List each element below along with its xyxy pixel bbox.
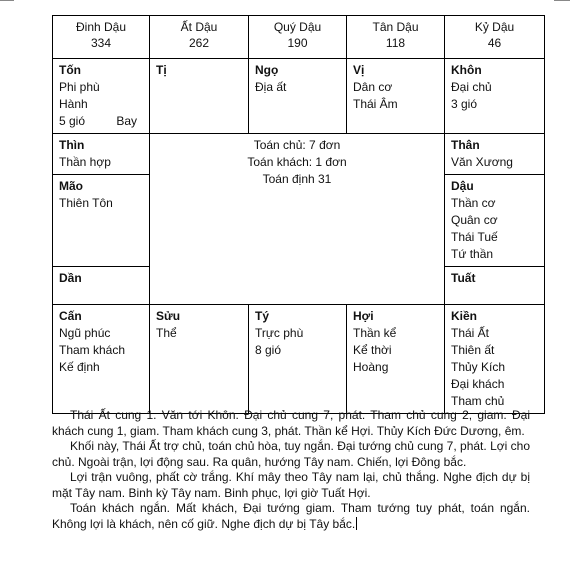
paragraph-2: Khối này, Thái Ất trợ chủ, toán chủ hòa, tuy ngắn. Đại tướng chủ cung 7, phát. Lợi cho chủ. Ngoài trận, lợi động sau. Ra quân, hướng Tây nam. Chiến, lợi Đông bắc. (52, 439, 530, 469)
bottom-palace-row (53, 305, 545, 414)
header-row (53, 16, 545, 59)
header-cell-dinh-dau: Đinh Dậu 334 (53, 16, 150, 59)
header-cell-tan-dau: Tân Dậu 118 (347, 16, 445, 59)
paragraph-3: Lợi trận vuông, phất cờ trắng. Khí mây theo Tây nam lại, chủ thắng. Nghe địch dự bị mặt Tây nam. Binh kỳ Tây nam. Binh phục, lợi giờ Tuất Hợi. (52, 470, 530, 500)
paragraph-4: Toán khách ngắn. Mất khách, Đại tướng giam. Tham tướng tuy phát, toán ngắn. Không lợi là khách, nên cố giữ. Nghe địch dự bị Tây bắc. (52, 501, 530, 531)
palace-grid (52, 15, 545, 414)
cell-ty: Tý Trực phù 8 gió (249, 305, 347, 414)
cell-ton: Tốn Phi phù Hành 5 gió Bay (53, 59, 150, 134)
cell-khon: Khôn Đại chủ 3 gió (445, 59, 545, 134)
cell-ti: Tị (150, 59, 249, 134)
top-rule-left (0, 0, 14, 1)
cell-dan: Dần (53, 267, 150, 305)
cell-thin: Thìn Thần hợp (53, 134, 150, 175)
cell-suu: Sửu Thể (150, 305, 249, 414)
cell-can: Cấn Ngũ phúc Tham khách Kế định (53, 305, 150, 414)
row-thin-than (53, 134, 545, 175)
header-cell-quy-dau: Quý Dậu 190 (249, 16, 347, 59)
cell-than: Thân Văn Xương (445, 134, 545, 175)
cell-mao: Mão Thiên Tôn (53, 175, 150, 267)
cell-kien: Kiền Thái Ất Thiên ất Thủy Kích Đại khách Tham chủ (445, 305, 545, 414)
header-cell-ky-dau: Kỷ Dậu 46 (445, 16, 545, 59)
header-cell-at-dau: Ất Dậu 262 (150, 16, 249, 59)
cell-vi: Vị Dân cơ Thái Âm (347, 59, 445, 134)
body-text[interactable] (52, 408, 530, 532)
text-cursor (356, 517, 357, 530)
paragraph-1: Thái Ất cung 1. Văn tới Khôn. Đại chủ cung 7, phát. Tham chủ cung 2, giam. Đại khách cung 1, giam. Tham khách cung 3, phát. Thần kể Hợi. Thủy Kích Đức Dương, êm. (52, 408, 530, 438)
top-rule-right (554, 0, 570, 1)
top-palace-row (53, 59, 545, 134)
cell-dau: Dậu Thần cơ Quân cơ Thái Tuế Tứ thần (445, 175, 545, 267)
center-summary: Toán chủ: 7 đơn Toán khách: 1 đơn Toán định 31 (150, 134, 445, 305)
cell-hoi: Hợi Thần kể Kể thời Hoàng (347, 305, 445, 414)
cell-ngo: Ngọ Địa ất (249, 59, 347, 134)
cell-tuat: Tuất (445, 267, 545, 305)
